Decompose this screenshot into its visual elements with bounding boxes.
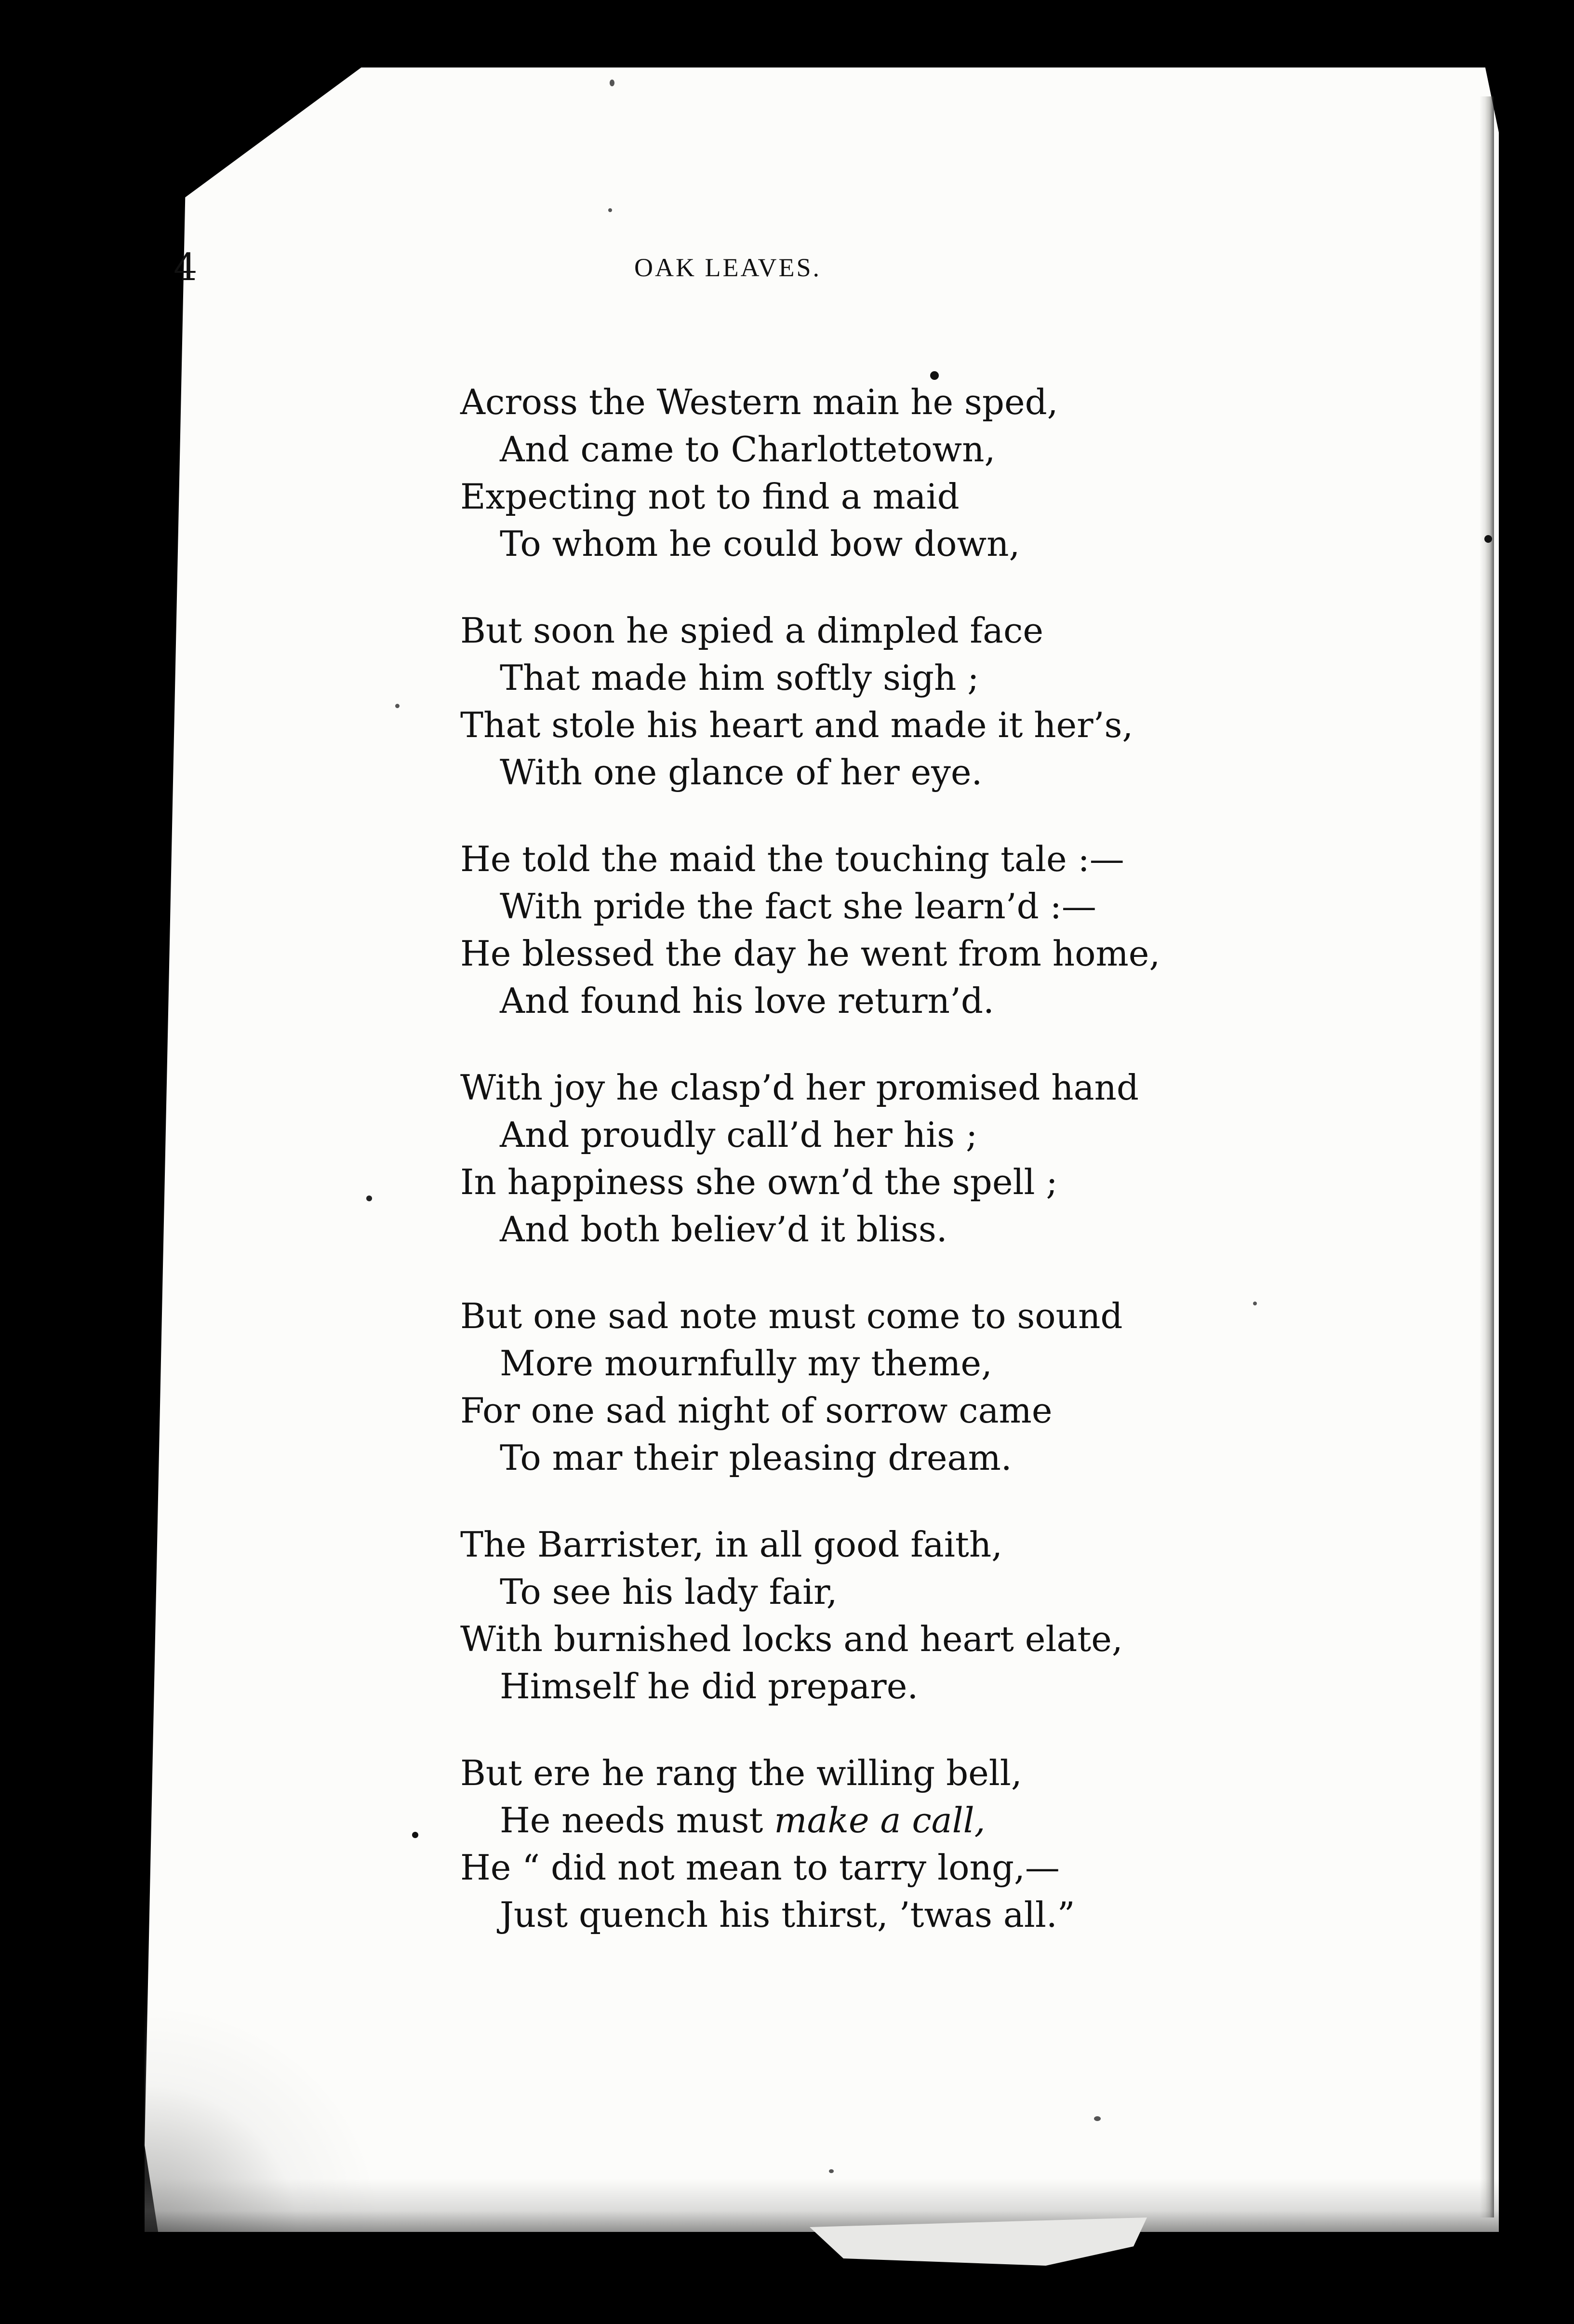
print-speck xyxy=(366,1196,372,1201)
print-speck xyxy=(829,2169,834,2173)
poem-line: With pride the fact she learn’d :— xyxy=(500,886,1096,927)
poem-line: But ere he rang the willing bell, xyxy=(460,1753,1022,1793)
poem-line: That stole his heart and made it her’s, xyxy=(460,705,1134,745)
poem-line: With burnished locks and heart elate, xyxy=(460,1619,1123,1659)
print-speck xyxy=(395,704,400,708)
print-speck xyxy=(1094,2116,1101,2121)
running-head xyxy=(173,246,1282,304)
running-title: OAK LEAVES. xyxy=(634,253,821,282)
stanza xyxy=(460,378,1280,567)
poem-line: Across the Western main he sped, xyxy=(460,382,1058,422)
poem-line: He “ did not mean to tarry long,— xyxy=(460,1847,1060,1888)
poem-line: With one glance of her eye. xyxy=(500,752,983,793)
stanza xyxy=(460,607,1280,796)
print-speck xyxy=(610,80,614,86)
poem-line: But one sad note must come to sound xyxy=(460,1296,1123,1336)
poem-line: For one sad night of sorrow came xyxy=(460,1390,1053,1431)
print-speck xyxy=(1484,535,1492,543)
stanza xyxy=(460,1064,1280,1253)
stanza xyxy=(460,1292,1280,1481)
page-edge-shadow xyxy=(1480,96,1494,2217)
poem-line: To see his lady fair, xyxy=(500,1572,838,1612)
poem-line: In happiness she own’d the spell ; xyxy=(460,1162,1058,1202)
stanza xyxy=(460,1521,1280,1710)
stanza xyxy=(460,1749,1280,1938)
print-speck xyxy=(412,1832,418,1838)
poem-line: And both believ’d it bliss. xyxy=(500,1209,947,1249)
page-bottom-shadow xyxy=(145,2179,1499,2232)
italic-phrase: make a call, xyxy=(774,1800,986,1840)
poem-line: With joy he clasp’d her promised hand xyxy=(460,1067,1139,1108)
stanza xyxy=(460,835,1280,1024)
poem-line: More mournfully my theme, xyxy=(500,1343,992,1384)
poem-line: To mar their pleasing dream. xyxy=(500,1437,1012,1478)
poem-line: The Barrister, in all good faith, xyxy=(460,1524,1003,1565)
poem-line-text: He needs must xyxy=(500,1800,774,1840)
poem-line: And proudly call’d her his ; xyxy=(500,1115,978,1155)
poem-line: Himself he did prepare. xyxy=(500,1666,919,1706)
poem-line: That made him softly sigh ; xyxy=(500,658,979,698)
page-number: 4 xyxy=(173,246,198,289)
poem-line: And found his love return’d. xyxy=(500,981,994,1021)
poem-line: He told the maid the touching tale :— xyxy=(460,839,1124,879)
poem-line: But soon he spied a dimpled face xyxy=(460,610,1043,651)
poem-line: Expecting not to find a maid xyxy=(460,476,960,517)
poem-line: And came to Charlottetown, xyxy=(500,429,996,470)
poem-line xyxy=(460,1797,1280,1844)
poem-line: Just quench his thirst, ’twas all.” xyxy=(500,1894,1075,1935)
poem-line: He blessed the day he went from home, xyxy=(460,933,1160,974)
poem-body xyxy=(460,378,1280,1978)
print-speck xyxy=(608,208,612,212)
poem-line: To whom he could bow down, xyxy=(500,524,1020,564)
